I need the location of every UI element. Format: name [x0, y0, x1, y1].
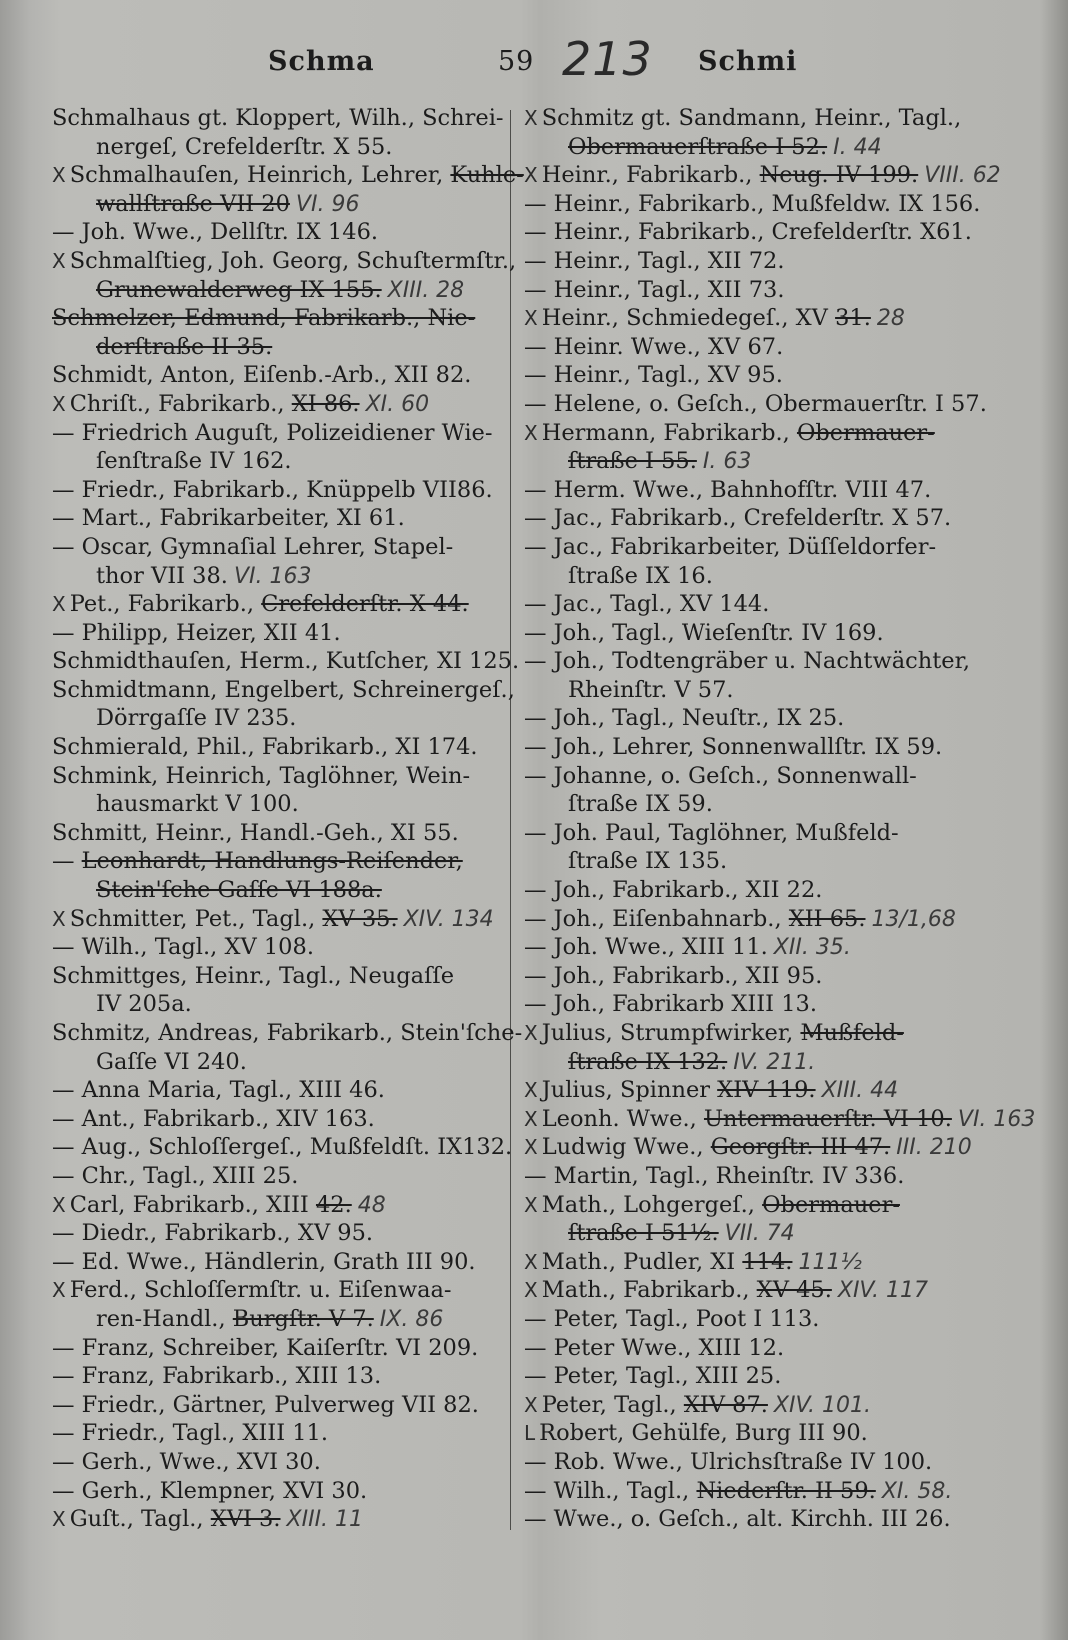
directory-entry-line [52, 1448, 510, 1477]
entry-text: IV 205a. [96, 991, 192, 1018]
margin-mark: X [524, 1249, 538, 1274]
entry-text: — Joh. Wwe., XIII 11. [524, 934, 768, 961]
handwritten-note: VI. 96 [295, 191, 360, 217]
directory-entry-line [52, 1276, 510, 1305]
struck-text: derſtraße II 35. [96, 333, 273, 360]
entry-text: Math., Fabrikarb., [541, 1277, 750, 1304]
directory-entry-line [52, 533, 510, 562]
directory-entry-line [524, 104, 994, 133]
entry-text: — Philipp, Heizer, XII 41. [52, 619, 341, 646]
handwritten-note: VI. 163 [233, 563, 312, 589]
entry-text: Chriſt., Fabrikarb., [69, 390, 285, 417]
directory-entry-line [52, 962, 510, 991]
struck-text: Obermauer- [796, 419, 935, 446]
entry-text: — Ant., Fabrikarb., XIV 163. [52, 1105, 375, 1132]
entry-text: — Rob. Wwe., Ulrichsſtraße IV 100. [524, 1448, 933, 1475]
struck-text: XVI 3. [210, 1506, 281, 1533]
handwritten-note: 111½ [798, 1249, 862, 1275]
directory-entry-line [524, 276, 994, 305]
entry-text: — Oscar, Gymnaſial Lehrer, Stapel- [52, 533, 454, 560]
margin-mark: X [52, 592, 66, 617]
margin-mark: X [524, 163, 538, 188]
entry-text: — Joh., Fabrikarb., XII 95. [524, 962, 823, 989]
entry-text: nergeſ, Crefelderſtr. X 55. [96, 133, 393, 160]
header-left-keyword: Schma [268, 46, 375, 77]
entry-text: — Joh., Eiſenbahnarb., [524, 905, 782, 932]
handwritten-note: XI. 58. [881, 1478, 953, 1504]
directory-entry-line [524, 1477, 994, 1506]
directory-entry-line [524, 590, 994, 619]
margin-mark: X [52, 391, 66, 416]
directory-entry-line [52, 304, 510, 333]
entry-text: thor VII 38. [96, 562, 228, 589]
directory-entry-line [52, 161, 524, 190]
entry-text: Schmalhaus gt. Kloppert, Wilh., Schrei- [52, 105, 504, 131]
directory-entry-line [524, 504, 994, 533]
struck-text: Neug. IV 199. [759, 162, 919, 189]
entry-text: — Johanne, o. Geſch., Sonnenwall- [524, 762, 917, 789]
directory-entry-line [52, 905, 510, 934]
entry-text: — Peter, Tagl., XIII 25. [524, 1363, 782, 1390]
entry-text: Rheinſtr. V 57. [568, 676, 734, 703]
entry-text: Schmidthauſen, Herm., Kutſcher, XI 125. [52, 648, 520, 675]
entry-text: — Mart., Fabrikarbeiter, XI 61. [52, 505, 405, 532]
directory-entry-line [52, 647, 520, 676]
directory-entry-line [52, 762, 510, 791]
entry-text: — Friedr., Fabrikarb., Knüppelb VII86. [52, 476, 493, 503]
entry-text: Math., Lohgergeſ., [541, 1191, 755, 1218]
entry-text: — Wwe., o. Geſch., alt. Kirchh. III 26. [524, 1506, 951, 1533]
entry-text: Schmitz, Andreas, Fabrikarb., Stein'ſche- [52, 1020, 523, 1046]
margin-mark: X [524, 1021, 538, 1045]
entry-text: Dörrgaſſe IV 235. [96, 705, 297, 732]
struck-text: Obermauer- [762, 1191, 900, 1218]
entry-text: — Gerh., Klempner, XVI 30. [52, 1477, 368, 1504]
directory-entry-line [52, 218, 510, 247]
directory-entry-line [52, 676, 515, 705]
entry-text: Pet., Fabrikarb., [69, 591, 255, 618]
header-right-keyword: Schmi [698, 46, 798, 77]
handwritten-note: 28 [876, 306, 905, 332]
entry-text: — Peter Wwe., XIII 12. [524, 1334, 785, 1361]
directory-entry-line [524, 476, 994, 505]
directory-entry-line [524, 933, 994, 962]
directory-entry-line [524, 847, 994, 876]
entry-text: Schmitter, Pet., Tagl., [69, 905, 316, 932]
handwritten-note: VIII. 62 [924, 163, 1001, 189]
margin-mark: X [52, 906, 66, 931]
directory-entry-line [52, 133, 510, 162]
directory-entry-line [52, 476, 510, 505]
directory-entry-line [524, 1505, 994, 1534]
directory-entry-line [524, 1362, 994, 1391]
directory-entry-line [524, 790, 994, 819]
entry-text: — Heinr. Wwe., XV 67. [524, 333, 784, 360]
directory-entry-line [524, 304, 994, 333]
struck-text: XIV 119. [717, 1077, 816, 1104]
directory-entry-line [524, 1391, 994, 1420]
entry-text: Schmalhauſen, Heinrich, Lehrer, [69, 162, 444, 189]
struck-text: Niederſtr. II 59. [696, 1477, 876, 1504]
directory-entry-line [524, 1105, 1036, 1134]
margin-mark: X [52, 248, 66, 273]
directory-entry-line [52, 1248, 510, 1277]
handwritten-note: VI. 163 [957, 1106, 1036, 1132]
entry-text: — Joh., Lehrer, Sonnenwallſtr. IX 59. [524, 734, 943, 761]
entry-text: — Jac., Tagl., XV 144. [524, 591, 770, 618]
struck-text: Stein'ſche Gaſſe VI 188a. [96, 877, 382, 904]
entry-text: Robert, Gehülfe, Burg III 90. [539, 1420, 868, 1447]
entry-text: Gaſſe VI 240. [96, 1048, 247, 1075]
margin-mark: X [524, 106, 538, 130]
entry-text: — Gerh., Wwe., XVI 30. [52, 1448, 321, 1475]
directory-entry-line [52, 876, 510, 905]
directory-entry-line [524, 218, 994, 247]
struck-text: 42. [315, 1191, 352, 1218]
margin-mark: X [524, 1106, 538, 1131]
entry-text: — Ed. Wwe., Händlerin, Grath III 90. [52, 1248, 476, 1275]
directory-entry-line [524, 1419, 994, 1448]
directory-entry-line [524, 361, 994, 390]
handwritten-note: XIV. 101. [773, 1392, 871, 1418]
directory-entry-line [52, 1219, 510, 1248]
handwritten-note: XIV. 134 [403, 906, 494, 932]
struck-text: ſtraße I 51½. [568, 1220, 719, 1247]
entry-text: — Friedr., Tagl., XIII 11. [52, 1420, 329, 1447]
entry-text: — Peter, Tagl., Poot I 113. [524, 1305, 820, 1332]
directory-entry-line [524, 1334, 994, 1363]
entry-text: ſtraße IX 59. [568, 791, 713, 818]
directory-entry-line [524, 876, 994, 905]
directory-entry-line [52, 419, 510, 448]
handwritten-note: XIV. 117 [837, 1278, 928, 1304]
entry-text: — Joh. Wwe., Dellſtr. IX 146. [52, 219, 379, 246]
handwritten-page-number: 213 [562, 32, 653, 86]
handwritten-note: XIII. 11 [286, 1507, 364, 1533]
entry-text: ſenſtraße IV 162. [96, 448, 292, 475]
directory-entry-line [52, 447, 510, 476]
directory-entry-line [52, 1477, 510, 1506]
entry-text: Ludwig Wwe., [541, 1134, 704, 1161]
page-number: 59 [498, 46, 535, 77]
entry-text: Math., Pudler, XI [541, 1248, 736, 1275]
directory-entry-line [52, 1305, 510, 1334]
handwritten-note: 48 [357, 1192, 386, 1218]
directory-entry-line [52, 1105, 510, 1134]
entry-text: ſtraße IX 16. [568, 562, 713, 589]
struck-text: Mußfeld- [800, 1020, 904, 1046]
entry-text: Schmalſtieg, Joh. Georg, Schuſtermſtr., [69, 247, 517, 274]
struck-text: Georgſtr. III 47. [710, 1134, 891, 1161]
directory-entry-line [52, 1133, 513, 1162]
entry-text: Heinr., Schmiedegeſ., XV [541, 305, 828, 332]
entry-text: — Franz, Schreiber, Kaiſerſtr. VI 209. [52, 1334, 479, 1361]
entry-text: Schmidtmann, Engelbert, Schreinergeſ., [52, 676, 515, 703]
directory-entry-line [524, 562, 994, 591]
directory-entry-line [52, 1362, 510, 1391]
directory-entry-line [524, 1276, 994, 1305]
directory-entry-line [52, 1048, 510, 1077]
entry-text: — Heinr., Tagl., XII 73. [524, 276, 785, 303]
entry-text: — Joh., Tagl., Neuſtr., IX 25. [524, 705, 845, 732]
struck-text: Crefelderſtr. X 44. [261, 591, 469, 618]
directory-entry-line [52, 361, 510, 390]
margin-mark: X [524, 306, 538, 331]
left-column [52, 104, 524, 1534]
entry-text: Ferd., Schloſſermſtr. u. Eiſenwaa- [69, 1277, 452, 1304]
entry-text: — Joh., Fabrikarb XIII 13. [524, 991, 817, 1018]
directory-entry-line [524, 1248, 994, 1277]
directory-entry-line [52, 733, 510, 762]
directory-entry-line [524, 161, 1001, 190]
struck-text: Grunewalderweg IX 155. [96, 276, 382, 303]
directory-entry-line [52, 704, 510, 733]
entry-text: — Heinr., Tagl., XV 95. [524, 362, 783, 389]
directory-entry-line [524, 1305, 994, 1334]
directory-entry-line [52, 247, 517, 276]
struck-text: XI 86. [291, 390, 360, 417]
entry-text: Heinr., Fabrikarb., [541, 162, 753, 189]
handwritten-note: XIII. 28 [387, 277, 465, 303]
column-divider [510, 110, 511, 1530]
entry-text: — Martin, Tagl., Rheinſtr. IV 336. [524, 1162, 905, 1189]
entry-text: Guſt., Tagl., [69, 1506, 204, 1533]
struck-text: XII 65. [788, 905, 866, 932]
struck-text: Burgſtr. V 7. [232, 1305, 374, 1332]
entry-text: — Anna Maria, Tagl., XIII 46. [52, 1077, 385, 1104]
directory-entry-line [524, 819, 994, 848]
directory-entry-line [524, 905, 994, 934]
entry-text: Schmierald, Phil., Fabrikarb., XI 174. [52, 734, 478, 761]
entry-text: — Heinr., Fabrikarb., Mußfeldw. IX 156. [524, 190, 981, 217]
entry-text: — Jac., Fabrikarbeiter, Düſſeldorfer- [524, 533, 937, 560]
directory-entry-line [524, 647, 994, 676]
entry-text: — Heinr., Tagl., XII 72. [524, 247, 785, 274]
entry-text: — Joh., Todtengräber u. Nachtwächter, [524, 648, 971, 675]
struck-text: Kuhle- [450, 162, 524, 189]
handwritten-note: III. 210 [896, 1135, 972, 1161]
directory-entry-line [524, 733, 994, 762]
directory-entry-line [524, 1133, 994, 1162]
entry-text: — Joh., Tagl., Wieſenſtr. IV 169. [524, 619, 884, 646]
directory-entry-line [524, 390, 994, 419]
directory-entry-line [52, 619, 510, 648]
directory-entry-line [524, 1019, 994, 1048]
handwritten-note: 13/1,68 [871, 906, 956, 932]
struck-text: wallſtraße VII 20 [96, 190, 290, 217]
entry-text: — Friedrich Auguſt, Polizeidiener Wie- [52, 419, 493, 446]
directory-entry-line [52, 990, 510, 1019]
handwritten-note: XII. 35. [773, 935, 851, 961]
entry-text: Julius, Spinner [541, 1077, 711, 1104]
directory-entry-line [52, 1391, 510, 1420]
directory-entry-line [524, 133, 994, 162]
page-header [0, 32, 1068, 90]
directory-entry-line [52, 1019, 523, 1048]
entry-text: — Joh. Paul, Taglöhner, Mußfeld- [524, 819, 899, 846]
entry-text: — Jac., Fabrikarb., Crefelderſtr. X 57. [524, 505, 952, 532]
struck-text: XIV 87. [683, 1391, 768, 1418]
directory-entry-line [524, 1219, 994, 1248]
struck-text: XV 35. [322, 905, 398, 932]
directory-entry-line [52, 1191, 510, 1220]
directory-entry-line [52, 390, 510, 419]
entry-text: Schmidt, Anton, Eiſenb.-Arb., XII 82. [52, 362, 472, 389]
margin-mark: X [52, 163, 66, 188]
margin-mark: X [524, 1192, 538, 1217]
directory-entry-line [524, 533, 994, 562]
struck-text: Leonhardt, Handlungs-Reiſender, [81, 848, 463, 875]
struck-text: Obermauerſtraße I 52. [568, 133, 828, 160]
entry-text: — Friedr., Gärtner, Pulverweg VII 82. [52, 1391, 479, 1418]
margin-mark: X [524, 420, 538, 445]
handwritten-note: XIII. 44 [821, 1078, 899, 1104]
directory-entry-line [52, 504, 510, 533]
directory-entry-line [52, 333, 510, 362]
right-column [524, 104, 1036, 1534]
struck-text: 114. [742, 1248, 793, 1275]
directory-entry-line [52, 847, 510, 876]
entry-text: ſtraße IX 135. [568, 848, 728, 875]
entry-text: hausmarkt V 100. [96, 791, 299, 818]
entry-text: — Wilh., Tagl., [524, 1477, 690, 1504]
directory-entry-line [52, 790, 510, 819]
directory-entry-line [524, 619, 994, 648]
entry-text: — Wilh., Tagl., XV 108. [52, 934, 314, 961]
directory-entry-line [52, 1505, 510, 1534]
directory-entry-line [524, 419, 994, 448]
margin-mark: X [52, 1278, 66, 1303]
entry-text: — Franz, Fabrikarb., XIII 13. [52, 1363, 382, 1390]
handwritten-note: VII. 74 [724, 1221, 795, 1247]
directory-entry-line [524, 1191, 994, 1220]
directory-entry-line [524, 1448, 994, 1477]
directory-entry-line [52, 1162, 510, 1191]
struck-text: 31. [835, 305, 871, 332]
entry-text: Hermann, Fabrikarb., [541, 419, 790, 446]
entry-text: — Helene, o. Geſch., Obermauerſtr. I 57. [524, 390, 987, 417]
struck-text: ſtraße IX 132. [568, 1048, 728, 1075]
handwritten-note: XI. 60 [365, 391, 430, 417]
directory-entry-line [52, 590, 510, 619]
margin-mark: X [524, 1278, 538, 1303]
margin-mark: X [524, 1078, 538, 1103]
entry-text: Schmitz gt. Sandmann, Heinr., Tagl., [541, 105, 962, 131]
struck-text: ſtraße I 55. [568, 448, 697, 475]
entry-text: Schmink, Heinrich, Taglöhner, Wein- [52, 762, 471, 789]
directory-entry-line [52, 1076, 510, 1105]
directory-entry-line [524, 676, 994, 705]
entry-text: — Joh., Fabrikarb., XII 22. [524, 877, 823, 904]
entry-text: Carl, Fabrikarb., XIII [69, 1191, 309, 1218]
directory-entry-line [52, 104, 510, 133]
entry-text: Schmittges, Heinr., Tagl., Neugaſſe [52, 962, 455, 989]
entry-text: — Heinr., Fabrikarb., Crefelderſtr. X61. [524, 219, 972, 246]
entry-text: Leonh. Wwe., [541, 1105, 697, 1132]
entry-text: — Aug., Schloſſergeſ., Mußfeldſt. IX132. [52, 1134, 513, 1161]
directory-entry-line [524, 1162, 994, 1191]
entry-text: ren-Handl., [96, 1305, 226, 1332]
directory-entry-line [524, 990, 994, 1019]
struck-text: Schmelzer, Edmund, Fabrikarb., Nie- [52, 305, 476, 332]
directory-entry-line [524, 190, 994, 219]
directory-entry-line [524, 247, 994, 276]
margin-mark: X [52, 1507, 66, 1532]
entry-text: Julius, Strumpfwirker, [541, 1020, 794, 1046]
struck-text: XV 45. [756, 1277, 832, 1304]
directory-entry-line [524, 1076, 994, 1105]
margin-mark: X [524, 1392, 538, 1417]
handwritten-note: I. 44 [833, 134, 882, 160]
directory-entry-line [52, 276, 510, 305]
struck-text: Untermauerſtr. VI 10. [703, 1105, 952, 1132]
directory-entry-line [524, 762, 994, 791]
directory-entry-line [52, 933, 510, 962]
handwritten-note: IX. 86 [379, 1306, 444, 1332]
entry-text: — Diedr., Fabrikarb., XV 95. [52, 1220, 374, 1247]
directory-entry-line [52, 1419, 510, 1448]
margin-mark: X [52, 1192, 66, 1217]
directory-entry-line [524, 1048, 994, 1077]
directory-entry-line [524, 704, 994, 733]
directory-entry-line [52, 190, 510, 219]
handwritten-note: IV. 211. [733, 1049, 816, 1075]
directory-entry-line [52, 562, 510, 591]
margin-mark: L [524, 1421, 536, 1446]
entry-text: Schmitt, Heinr., Handl.-Geh., XI 55. [52, 819, 459, 846]
entry-text: — Chr., Tagl., XIII 25. [52, 1162, 299, 1189]
handwritten-note: I. 63 [702, 449, 752, 475]
directory-entry-line [524, 962, 994, 991]
directory-entry-line [524, 333, 994, 362]
entry-text: Peter, Tagl., [541, 1391, 677, 1418]
directory-entry-line [524, 447, 994, 476]
directory-entry-line [52, 1334, 510, 1363]
margin-mark: X [524, 1135, 538, 1160]
entry-text: — [52, 848, 75, 875]
directory-entry-line [52, 819, 510, 848]
entry-text: — Herm. Wwe., Bahnhofſtr. VIII 47. [524, 476, 932, 503]
